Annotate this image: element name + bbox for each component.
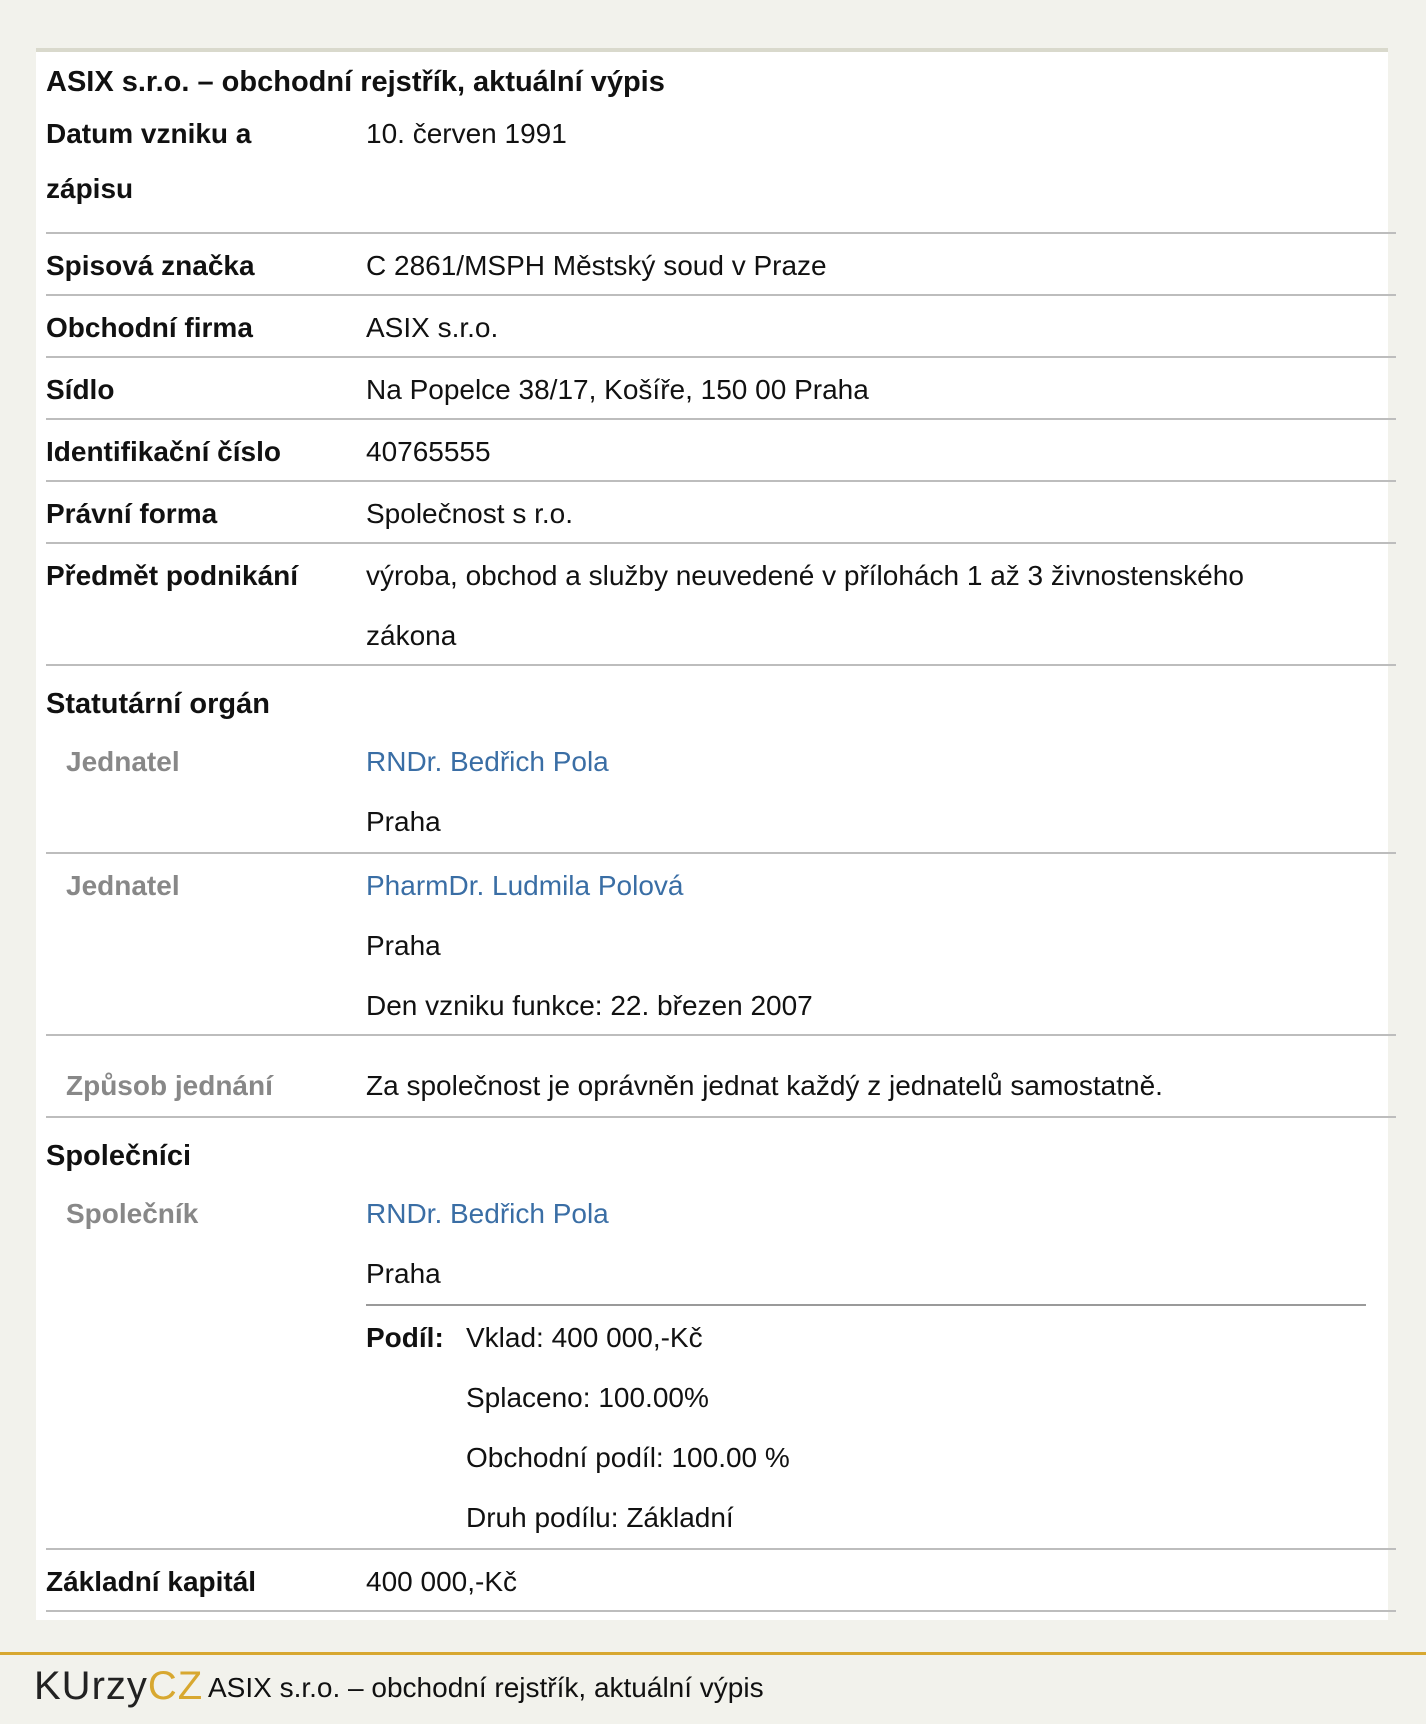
link-spolecnik-name[interactable]: RNDr. Bedřich Pola [366,1198,609,1229]
divider [46,852,1396,854]
footer-divider [0,1652,1426,1655]
podil-obchodni: Obchodní podíl: 100.00 % [466,1442,790,1473]
value-predmet-podnikani-2: zákona [366,620,457,651]
label-predmet-podnikani: Předmět podnikání [46,560,299,591]
podil-vklad: Vklad: 400 000,-Kč [466,1322,703,1353]
divider [46,664,1396,666]
divider [46,480,1396,482]
label-spisova-znacka: Spisová značka [46,250,255,281]
link-jednatel-1-name[interactable]: RNDr. Bedřich Pola [366,746,609,777]
label-sidlo: Sídlo [46,374,115,405]
value-spisova-znacka: C 2861/MSPH Městský soud v Praze [366,250,827,281]
divider [46,1116,1396,1118]
section-statutarni-organ: Statutární orgán [46,688,270,720]
jednatel-2-city: Praha [366,930,441,961]
divider [46,232,1396,234]
label-jednatel: Jednatel [66,870,180,901]
jednatel-2-den-vzniku: Den vzniku funkce: 22. březen 2007 [366,990,813,1021]
label-spolecnik: Společník [66,1198,199,1229]
value-predmet-podnikani-1: výroba, obchod a služby neuvedené v přílohách 1 až 3 živnostenského [366,560,1244,591]
footer-title: ASIX s.r.o. – obchodní rejstřík, aktuální výpis [208,1672,764,1703]
spolecnik-city: Praha [366,1258,441,1289]
podil-druh: Druh podílu: Základní [466,1502,734,1533]
divider [46,418,1396,420]
value-zakladni-kapital: 400 000,-Kč [366,1566,517,1597]
value-pravni-forma: Společnost s r.o. [366,498,574,529]
value-obchodni-firma: ASIX s.r.o. [366,312,499,343]
page-title: ASIX s.r.o. – obchodní rejstřík, aktuální výpis [46,66,665,98]
extract-card [36,48,1388,1620]
link-jednatel-2-name[interactable]: PharmDr. Ludmila Polová [366,870,684,901]
divider [46,1034,1396,1036]
podil-divider [366,1304,1366,1306]
logo-text-kurzy: KUrzy [34,1664,148,1708]
label-jednatel: Jednatel [66,746,180,777]
label-obchodni-firma: Obchodní firma [46,312,253,343]
jednatel-1-city: Praha [366,806,441,837]
section-spolecnici: Společníci [46,1140,192,1172]
label-zpusob-jednani: Způsob jednání [66,1070,273,1101]
value-datum-vzniku: 10. červen 1991 [366,118,567,149]
divider [46,294,1396,296]
divider [46,1610,1396,1612]
divider [46,1548,1396,1550]
label-datum-vzniku-1: Datum vzniku a [46,118,252,149]
label-podil: Podíl: [366,1322,444,1353]
row-datum-vzniku [46,104,1396,224]
label-datum-vzniku-2: zápisu [46,173,134,204]
label-pravni-forma: Právní forma [46,498,218,529]
divider [46,542,1396,544]
logo-text-cz: CZ [147,1664,204,1708]
label-identifikacni-cislo: Identifikační číslo [46,436,281,467]
value-sidlo: Na Popelce 38/17, Košíře, 150 00 Praha [366,374,869,405]
value-zpusob-jednani: Za společnost je oprávněn jednat každý z jednatelů samostatně. [366,1070,1163,1101]
divider [46,356,1396,358]
value-identifikacni-cislo: 40765555 [366,436,491,467]
label-zakladni-kapital: Základní kapitál [46,1566,257,1597]
kurzy-logo[interactable] [34,1666,203,1706]
podil-splaceno: Splaceno: 100.00% [466,1382,709,1413]
